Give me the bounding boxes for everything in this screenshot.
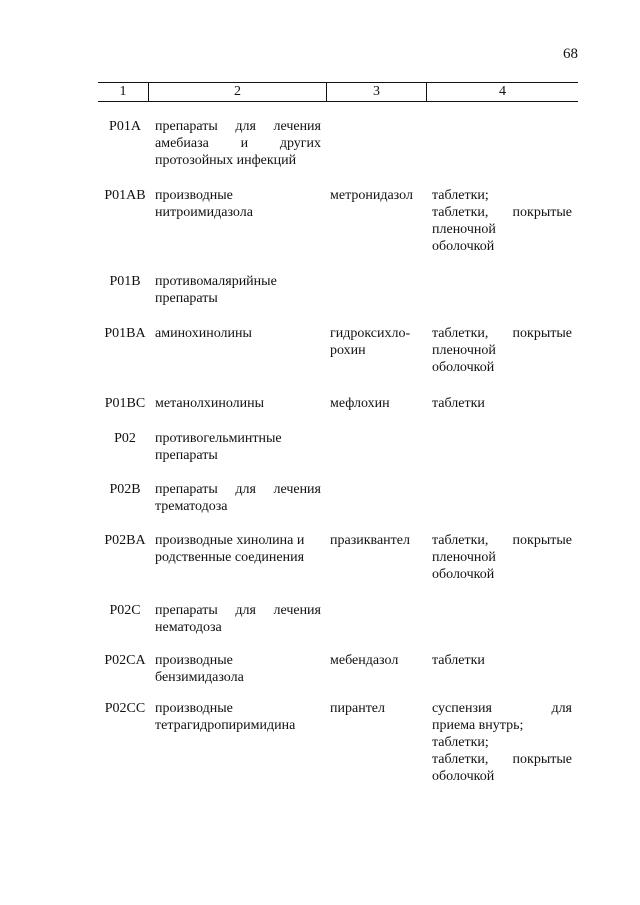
anatomical-group-name-line: препараты — [155, 291, 218, 306]
dosage-form-line: оболочкой — [432, 239, 495, 254]
anatomical-group-name-line: препараты — [155, 448, 218, 463]
anatomical-group-name-line: противогельминтные — [155, 431, 282, 446]
dosage-form — [432, 700, 572, 785]
dosage-form-line: таблетки, покрытые — [432, 752, 572, 767]
atc-code: P02CA — [104, 653, 146, 668]
anatomical-group-name-line: производные — [155, 188, 233, 203]
drug-name — [330, 700, 422, 717]
drug-name — [330, 187, 422, 204]
anatomical-group-name — [155, 118, 321, 169]
drug-name-line: мебендазол — [330, 653, 399, 668]
anatomical-group-name-line: тетрагидропиримидина — [155, 718, 296, 733]
drug-name — [330, 532, 422, 549]
anatomical-group-name-line: препараты для лечения — [155, 603, 321, 618]
anatomical-group-name-line: препараты для лечения — [155, 482, 321, 497]
anatomical-group-name — [155, 187, 321, 221]
drug-name — [330, 395, 422, 412]
dosage-form-line: таблетки — [432, 653, 485, 668]
atc-code: P02CC — [104, 701, 146, 716]
anatomical-group-name-line: производные хинолина и — [155, 533, 305, 548]
drug-name — [330, 325, 422, 359]
atc-code: P01BA — [104, 326, 146, 341]
anatomical-group-name — [155, 652, 321, 686]
drug-name-line: пирантел — [330, 701, 386, 716]
dosage-form-line: таблетки; — [432, 188, 489, 203]
drug-name-line: рохин — [330, 343, 366, 358]
dosage-form-line: таблетки; — [432, 735, 489, 750]
dosage-form — [432, 652, 572, 669]
header-col-4: 4 — [499, 84, 506, 99]
atc-code: P01BC — [104, 396, 146, 411]
dosage-form-line: оболочкой — [432, 769, 495, 784]
page-number: 68 — [563, 46, 578, 62]
header-col-3: 3 — [373, 84, 380, 99]
drug-name-line: метронидазол — [330, 188, 413, 203]
dosage-form-line: таблетки — [432, 396, 485, 411]
atc-code: P01B — [109, 274, 141, 289]
anatomical-group-name — [155, 700, 321, 734]
atc-code: P01AB — [104, 188, 146, 203]
dosage-form-line: таблетки, покрытые — [432, 533, 572, 548]
dosage-form-line: таблетки, покрытые — [432, 205, 572, 220]
atc-code: P01A — [109, 119, 141, 134]
header-col-2: 2 — [234, 84, 241, 99]
anatomical-group-name — [155, 430, 321, 464]
anatomical-group-name-line: производные — [155, 701, 233, 716]
dosage-form-line: пленочной — [432, 343, 496, 358]
dosage-form — [432, 395, 572, 412]
dosage-form-line: приема внутрь; — [432, 718, 524, 733]
anatomical-group-name-line: производные — [155, 653, 233, 668]
dosage-form-line: пленочной — [432, 550, 496, 565]
anatomical-group-name-line: нитроимидазола — [155, 205, 253, 220]
anatomical-group-name-line: амебиаза и других — [155, 136, 321, 151]
dosage-form-line: оболочкой — [432, 360, 495, 375]
dosage-form-line: оболочкой — [432, 567, 495, 582]
anatomical-group-name-line: трематодоза — [155, 499, 228, 514]
anatomical-group-name-line: нематодоза — [155, 620, 222, 635]
anatomical-group-name-line: метанолхинолины — [155, 396, 265, 411]
atc-code: P02B — [109, 482, 141, 497]
drug-name — [330, 652, 422, 669]
anatomical-group-name — [155, 602, 321, 636]
atc-code: P02BA — [104, 533, 146, 548]
anatomical-group-name — [155, 532, 321, 566]
drug-name-line: гидроксихло- — [330, 326, 411, 341]
anatomical-group-name — [155, 481, 321, 515]
anatomical-group-name-line: протозойных инфекций — [155, 153, 297, 168]
atc-code: P02C — [109, 603, 141, 618]
table-header — [98, 82, 578, 102]
anatomical-group-name-line: бензимидазола — [155, 670, 244, 685]
dosage-form — [432, 187, 572, 255]
anatomical-group-name-line: аминохинолины — [155, 326, 252, 341]
drug-name-line: празиквантел — [330, 533, 410, 548]
anatomical-group-name — [155, 325, 321, 342]
anatomical-group-name — [155, 395, 321, 412]
anatomical-group-name-line: родственные соединения — [155, 550, 305, 565]
anatomical-group-name-line: препараты для лечения — [155, 119, 321, 134]
dosage-form — [432, 325, 572, 376]
dosage-form — [432, 532, 572, 583]
dosage-form-line: таблетки, покрытые — [432, 326, 572, 341]
dosage-form-line: пленочной — [432, 222, 496, 237]
drug-name-line: мефлохин — [330, 396, 390, 411]
header-col-1: 1 — [119, 84, 127, 99]
anatomical-group-name — [155, 273, 321, 307]
dosage-form-line: суспензия для — [432, 701, 572, 716]
anatomical-group-name-line: противомалярийные — [155, 274, 277, 289]
atc-code: P02 — [114, 431, 136, 446]
